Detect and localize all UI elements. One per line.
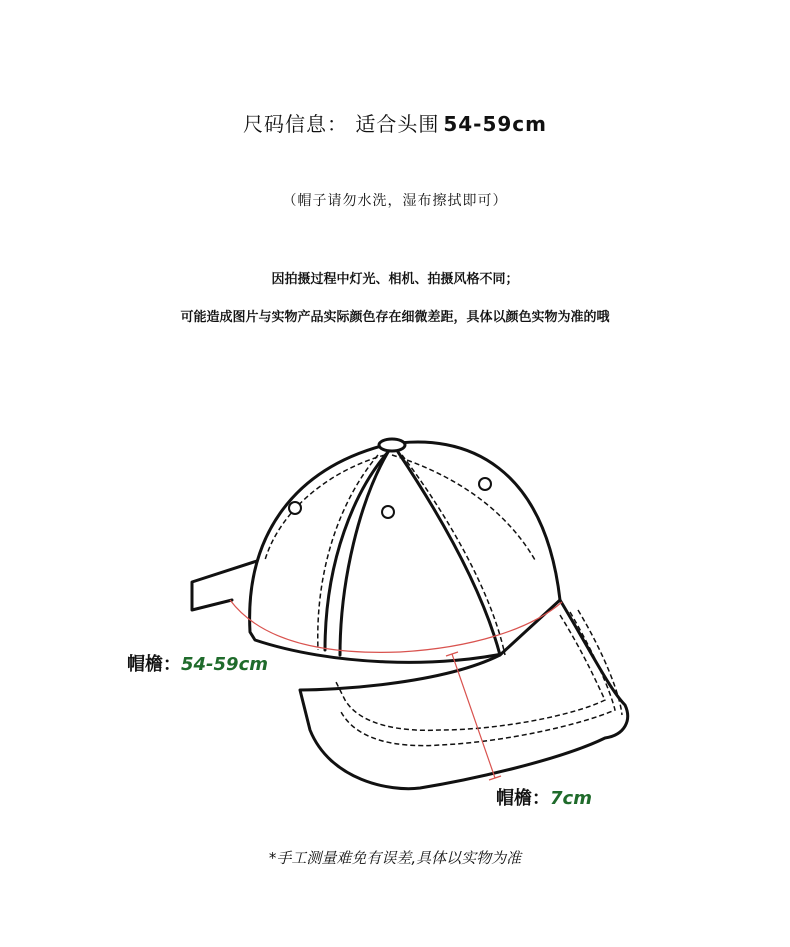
circumference-label-text: 帽檐： <box>127 654 181 675</box>
brim-value: 7cm <box>550 788 592 809</box>
cap-illustration <box>150 420 670 800</box>
disclaimer-line-2: 可能造成图片与实物产品实际颜色存在细微差距，具体以颜色实物为准的哦 <box>180 310 610 325</box>
size-info-range: 54-59cm <box>443 112 548 136</box>
size-info-prefix: 尺码信息： 适合头围 <box>242 112 440 136</box>
size-info-title <box>0 108 790 137</box>
measurement-footnote: *手工测量难免有误差,具体以实物为准 <box>268 849 522 867</box>
disclaimer-line-1: 因拍摄过程中灯光、相机、拍摄风格不同； <box>271 272 519 287</box>
brim-label <box>496 784 592 810</box>
circumference-value: 54-59cm <box>181 654 268 675</box>
cap-button <box>379 439 405 451</box>
eyelet-center <box>382 506 394 518</box>
circumference-label <box>127 650 268 676</box>
eyelet-right <box>479 478 491 490</box>
care-note: （帽子请勿水洗，湿布擦拭即可） <box>282 193 508 209</box>
eyelet-left <box>289 502 301 514</box>
brim-label-text: 帽檐： <box>496 788 550 809</box>
